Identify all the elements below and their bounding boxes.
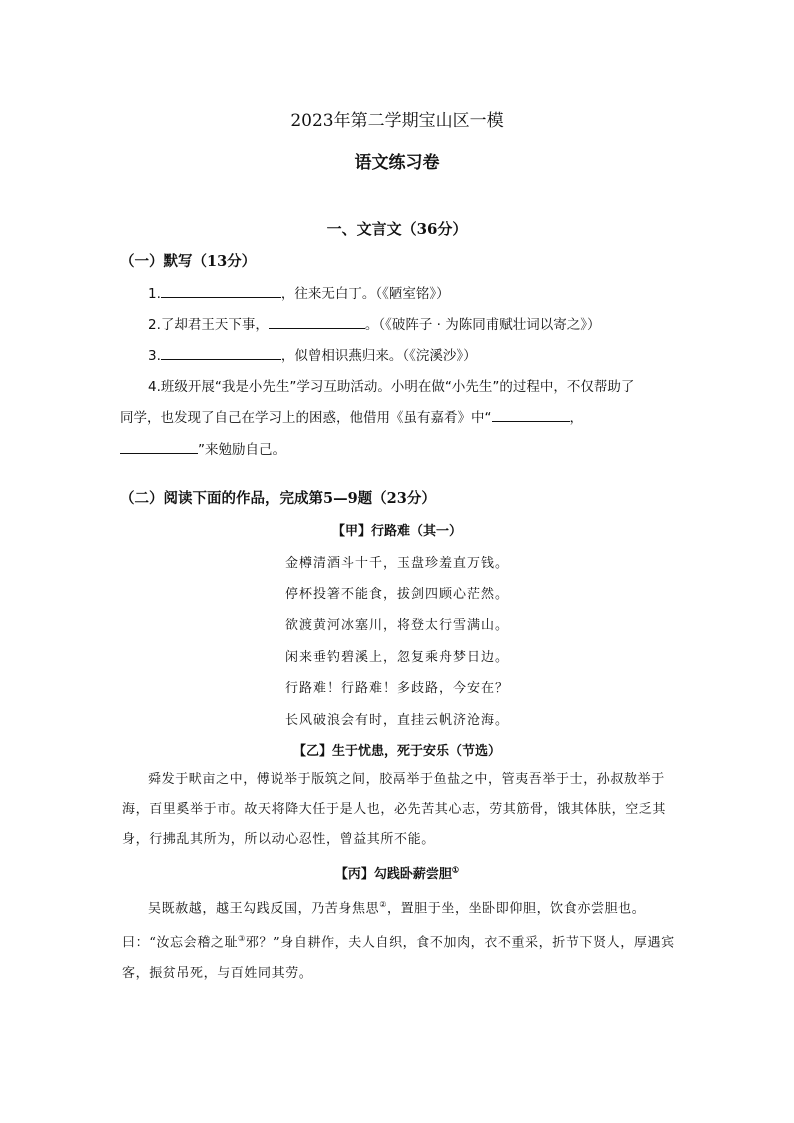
- part-heading-reading: （二）阅读下面的作品，完成第5—9题（23分）: [120, 490, 436, 507]
- section-heading-classical: 一、文言文（36分）: [326, 220, 468, 238]
- question-4-line-3-text: ”来勉励自己。: [198, 442, 286, 458]
- poem-jia-line: 闲来垂钓碧溪上，忽复乘舟梦日边。: [284, 650, 509, 665]
- question-2: [148, 313, 601, 333]
- question-3-number: 3.: [148, 348, 161, 364]
- passage-bing-text: [122, 890, 678, 989]
- question-3-text: ，似曾相识燕归来。（《浣溪沙》）: [280, 348, 477, 364]
- footnote-marker-3: ③: [238, 934, 246, 944]
- passage-yi-title: 【乙】生于忧患，死于安乐（节选）: [292, 744, 501, 759]
- question-2-prefix: 2.了却君王天下事，: [148, 317, 269, 333]
- question-1-number: 1.: [148, 286, 161, 302]
- footnote-marker-1: ①: [451, 864, 460, 875]
- answer-blank-1[interactable]: [161, 283, 281, 298]
- question-2-suffix: 。（《破阵子 · 为陈同甫赋壮词以寄之》）: [364, 317, 601, 333]
- poem-jia-line: 金樽清酒斗十千，玉盘珍羞直万钱。: [284, 556, 509, 571]
- poem-jia-line: 停杯投箸不能食，拔剑四顾心茫然。: [284, 587, 509, 602]
- poem-jia-line: 长风破浪会有时，直挂云帆济沧海。: [284, 713, 509, 728]
- passage-bing-text-b: ，置胆于坐，坐卧即仰胆，饮食亦尝胆也。曰：“汝忘会稽之耻: [122, 901, 646, 951]
- question-4-line-2: [120, 406, 583, 426]
- passage-bing-text-c: 邪？”身自耕作，夫人自织，食不加肉，衣不重采，折节下贤人，厚遇宾客，振贫吊死，与百姓同其劳。: [122, 935, 675, 981]
- passage-bing-text-a: 吴既赦越，越王勾践反国，乃苦身焦思: [148, 901, 380, 917]
- passage-bing-title: 【丙】勾践卧薪尝胆: [334, 867, 452, 882]
- answer-blank-2[interactable]: [269, 314, 365, 329]
- poem-jia-title: 【甲】行路难（其一）: [331, 524, 462, 539]
- question-4-line-1: 4.班级开展“我是小先生”学习互助活动。小明在做“小先生”的过程中，不仅帮助了: [148, 379, 635, 395]
- poem-jia-line: 行路难！行路难！多歧路，今安在？: [284, 681, 509, 696]
- poem-jia-line: 欲渡黄河冰塞川，将登太行雪满山。: [284, 618, 509, 633]
- answer-blank-4a[interactable]: [492, 407, 570, 422]
- question-4-line-2-text: 同学，也发现了自己在学习上的困惑，他借用《虽有嘉肴》中“: [120, 410, 492, 426]
- part-heading-dictation: （一）默写（13分）: [120, 253, 257, 270]
- passage-bing-title-row: [0, 863, 794, 882]
- answer-blank-4b[interactable]: [120, 439, 198, 454]
- answer-blank-3[interactable]: [161, 345, 281, 360]
- exam-title: 2023年第二学期宝山区一模: [290, 111, 504, 131]
- footnote-marker-2: ②: [379, 900, 387, 909]
- question-1-text: ，往来无白丁。（《陋室铭》）: [280, 286, 450, 302]
- question-3: [148, 344, 477, 364]
- question-4-line-3: [120, 438, 286, 458]
- question-4-comma: ，: [569, 410, 583, 426]
- exam-subtitle: 语文练习卷: [354, 153, 440, 173]
- question-1: [148, 282, 450, 302]
- passage-yi-text: 舜发于畎亩之中，傅说举于版筑之间，胶鬲举于鱼盐之中，管夷吾举于士，孙叔敖举于海，百里奚举于市。故天将降大任于是人也，必先苦其心志，劳其筋骨，饿其体肤，空乏其身，行拂乱其所为，所以动心忍性，曾益其所不能。: [122, 772, 667, 847]
